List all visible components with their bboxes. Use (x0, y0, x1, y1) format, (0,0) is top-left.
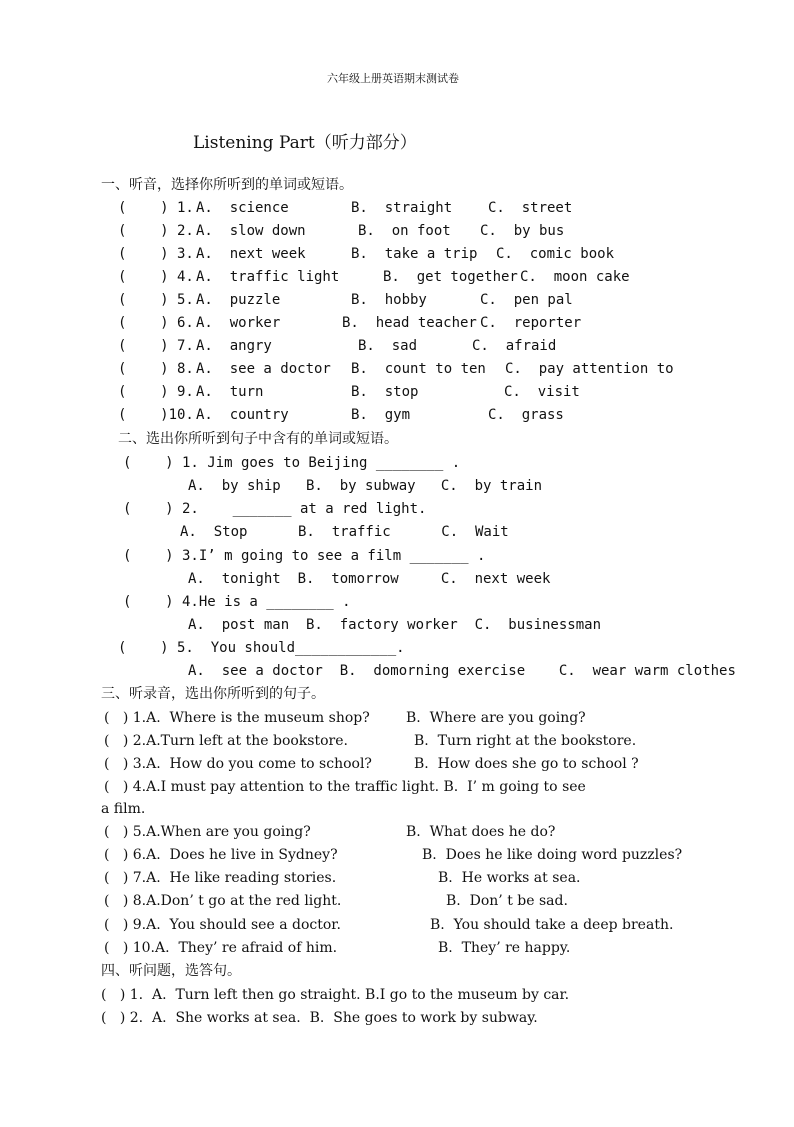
question-line: ( ) 4.He is a ________ . (123, 594, 351, 610)
list-item (104, 846, 754, 864)
option-c: C. street (488, 200, 573, 216)
sentence-a: ( ) 3.A. How do you come to school? (104, 756, 372, 772)
question-number: ( ) 2. (118, 223, 194, 239)
option-b: B. hobby (351, 292, 427, 308)
option-b: B. straight (351, 200, 453, 216)
sentence-b: B. He works at sea. (438, 870, 581, 886)
list-item (118, 406, 718, 424)
section-3-heading: 三、听录音，选出你所听到的句子。 (101, 686, 325, 702)
option-c: C. afraid (472, 338, 557, 354)
list-item (104, 916, 754, 934)
page-header: 六年级上册英语期末测试卷 (327, 72, 459, 85)
list-item (104, 869, 754, 887)
question-line: ( ) 5. You should____________. (118, 640, 405, 656)
sentence-b: B. Don’ t be sad. (446, 893, 568, 909)
list-item (104, 778, 754, 796)
list-item (104, 732, 754, 750)
sentence-b: B. They’ re happy. (438, 940, 571, 956)
option-b: B. get together (383, 269, 518, 285)
option-a: A. science (196, 200, 289, 216)
sentence-continuation: a film. (101, 801, 146, 817)
options-line: A. Stop B. traffic C. Wait (180, 524, 509, 540)
list-item (118, 383, 718, 401)
question-number: ( ) 8. (118, 361, 194, 377)
option-b: B. on foot (358, 223, 451, 239)
option-b: B. count to ten (351, 361, 486, 377)
option-a: A. slow down (196, 223, 306, 239)
list-item (104, 755, 754, 773)
list-item (118, 314, 718, 332)
list-item (118, 337, 718, 355)
option-b: B. gym (351, 407, 411, 423)
section-1-heading: 一、听音，选择你所听到的单词或短语。 (101, 177, 353, 193)
sentence-a: ( ) 4.A.I must pay attention to the traffic light. B. I’ m going to see (104, 779, 586, 795)
option-c: C. pay attention to (505, 361, 674, 377)
question-number: ( ) 5. (118, 292, 194, 308)
sentence-b: B. Where are you going? (406, 710, 586, 726)
question-line: ( ) 2. _______ at a red light. (123, 501, 427, 517)
list-item: ( ) 2. A. She works at sea. B. She goes to work by subway. (101, 1010, 538, 1026)
options-line: A. by ship B. by subway C. by train (188, 478, 543, 494)
sentence-a: ( ) 1.A. Where is the museum shop? (104, 710, 370, 726)
list-item: ( ) 1. A. Turn left then go straight. B.I go to the museum by car. (101, 987, 570, 1003)
option-b: B. stop (351, 384, 419, 400)
question-number: ( ) 6. (118, 315, 194, 331)
option-a: A. worker (196, 315, 281, 331)
list-item (118, 199, 718, 217)
question-line: ( ) 3.I’ m going to see a film _______ . (123, 548, 486, 564)
option-c: C. visit (504, 384, 580, 400)
section-4-heading: 四、听问题，选答句。 (101, 963, 241, 979)
question-number: ( ) 7. (118, 338, 194, 354)
option-a: A. next week (196, 246, 306, 262)
option-c: C. moon cake (520, 269, 630, 285)
question-number: ( )10. (118, 407, 194, 423)
sentence-b: B. Does he like doing word puzzles? (422, 847, 683, 863)
sentence-a: ( ) 9.A. You should see a doctor. (104, 917, 341, 933)
option-b: B. sad (358, 338, 418, 354)
question-number: ( ) 1. (118, 200, 194, 216)
sentence-a: ( ) 8.A.Don’ t go at the red light. (104, 893, 342, 909)
sentence-a: ( ) 10.A. They’ re afraid of him. (104, 940, 338, 956)
option-a: A. puzzle (196, 292, 281, 308)
option-a: A. angry (196, 338, 272, 354)
option-c: C. reporter (480, 315, 582, 331)
option-c: C. pen pal (480, 292, 573, 308)
sentence-a: ( ) 7.A. He like reading stories. (104, 870, 337, 886)
option-c: C. grass (488, 407, 564, 423)
list-item (104, 892, 754, 910)
question-line: ( ) 1. Jim goes to Beijing ________ . (123, 455, 461, 471)
sentence-a: ( ) 6.A. Does he live in Sydney? (104, 847, 338, 863)
question-number: ( ) 9. (118, 384, 194, 400)
option-c: C. by bus (480, 223, 565, 239)
question-number: ( ) 3. (118, 246, 194, 262)
option-a: A. country (196, 407, 289, 423)
sentence-b: B. Turn right at the bookstore. (414, 733, 637, 749)
page-title: Listening Part（听力部分） (193, 133, 417, 153)
list-item (118, 360, 718, 378)
options-line: A. see a doctor B. domorning exercise C. wear warm clothes (188, 663, 736, 679)
list-item (118, 268, 718, 286)
sentence-b: B. What does he do? (406, 824, 556, 840)
option-a: A. see a doctor (196, 361, 331, 377)
option-a: A. turn (196, 384, 264, 400)
list-item (118, 291, 718, 309)
list-item (101, 800, 751, 818)
question-number: ( ) 4. (118, 269, 194, 285)
sentence-b: B. How does she go to school ? (414, 756, 639, 772)
options-line: A. post man B. factory worker C. businessman (188, 617, 602, 633)
sentence-a: ( ) 2.A.Turn left at the bookstore. (104, 733, 348, 749)
options-line: A. tonight B. tomorrow C. next week (188, 571, 551, 587)
option-a: A. traffic light (196, 269, 340, 285)
sentence-a: ( ) 5.A.When are you going? (104, 824, 311, 840)
list-item (118, 222, 718, 240)
list-item (118, 245, 718, 263)
option-b: B. head teacher (342, 315, 477, 331)
option-c: C. comic book (496, 246, 615, 262)
list-item (104, 939, 754, 957)
sentence-b: B. You should take a deep breath. (430, 917, 674, 933)
list-item (104, 823, 754, 841)
option-b: B. take a trip (351, 246, 478, 262)
section-2-heading: 二、选出你所听到句子中含有的单词或短语。 (118, 431, 398, 447)
list-item (104, 709, 754, 727)
